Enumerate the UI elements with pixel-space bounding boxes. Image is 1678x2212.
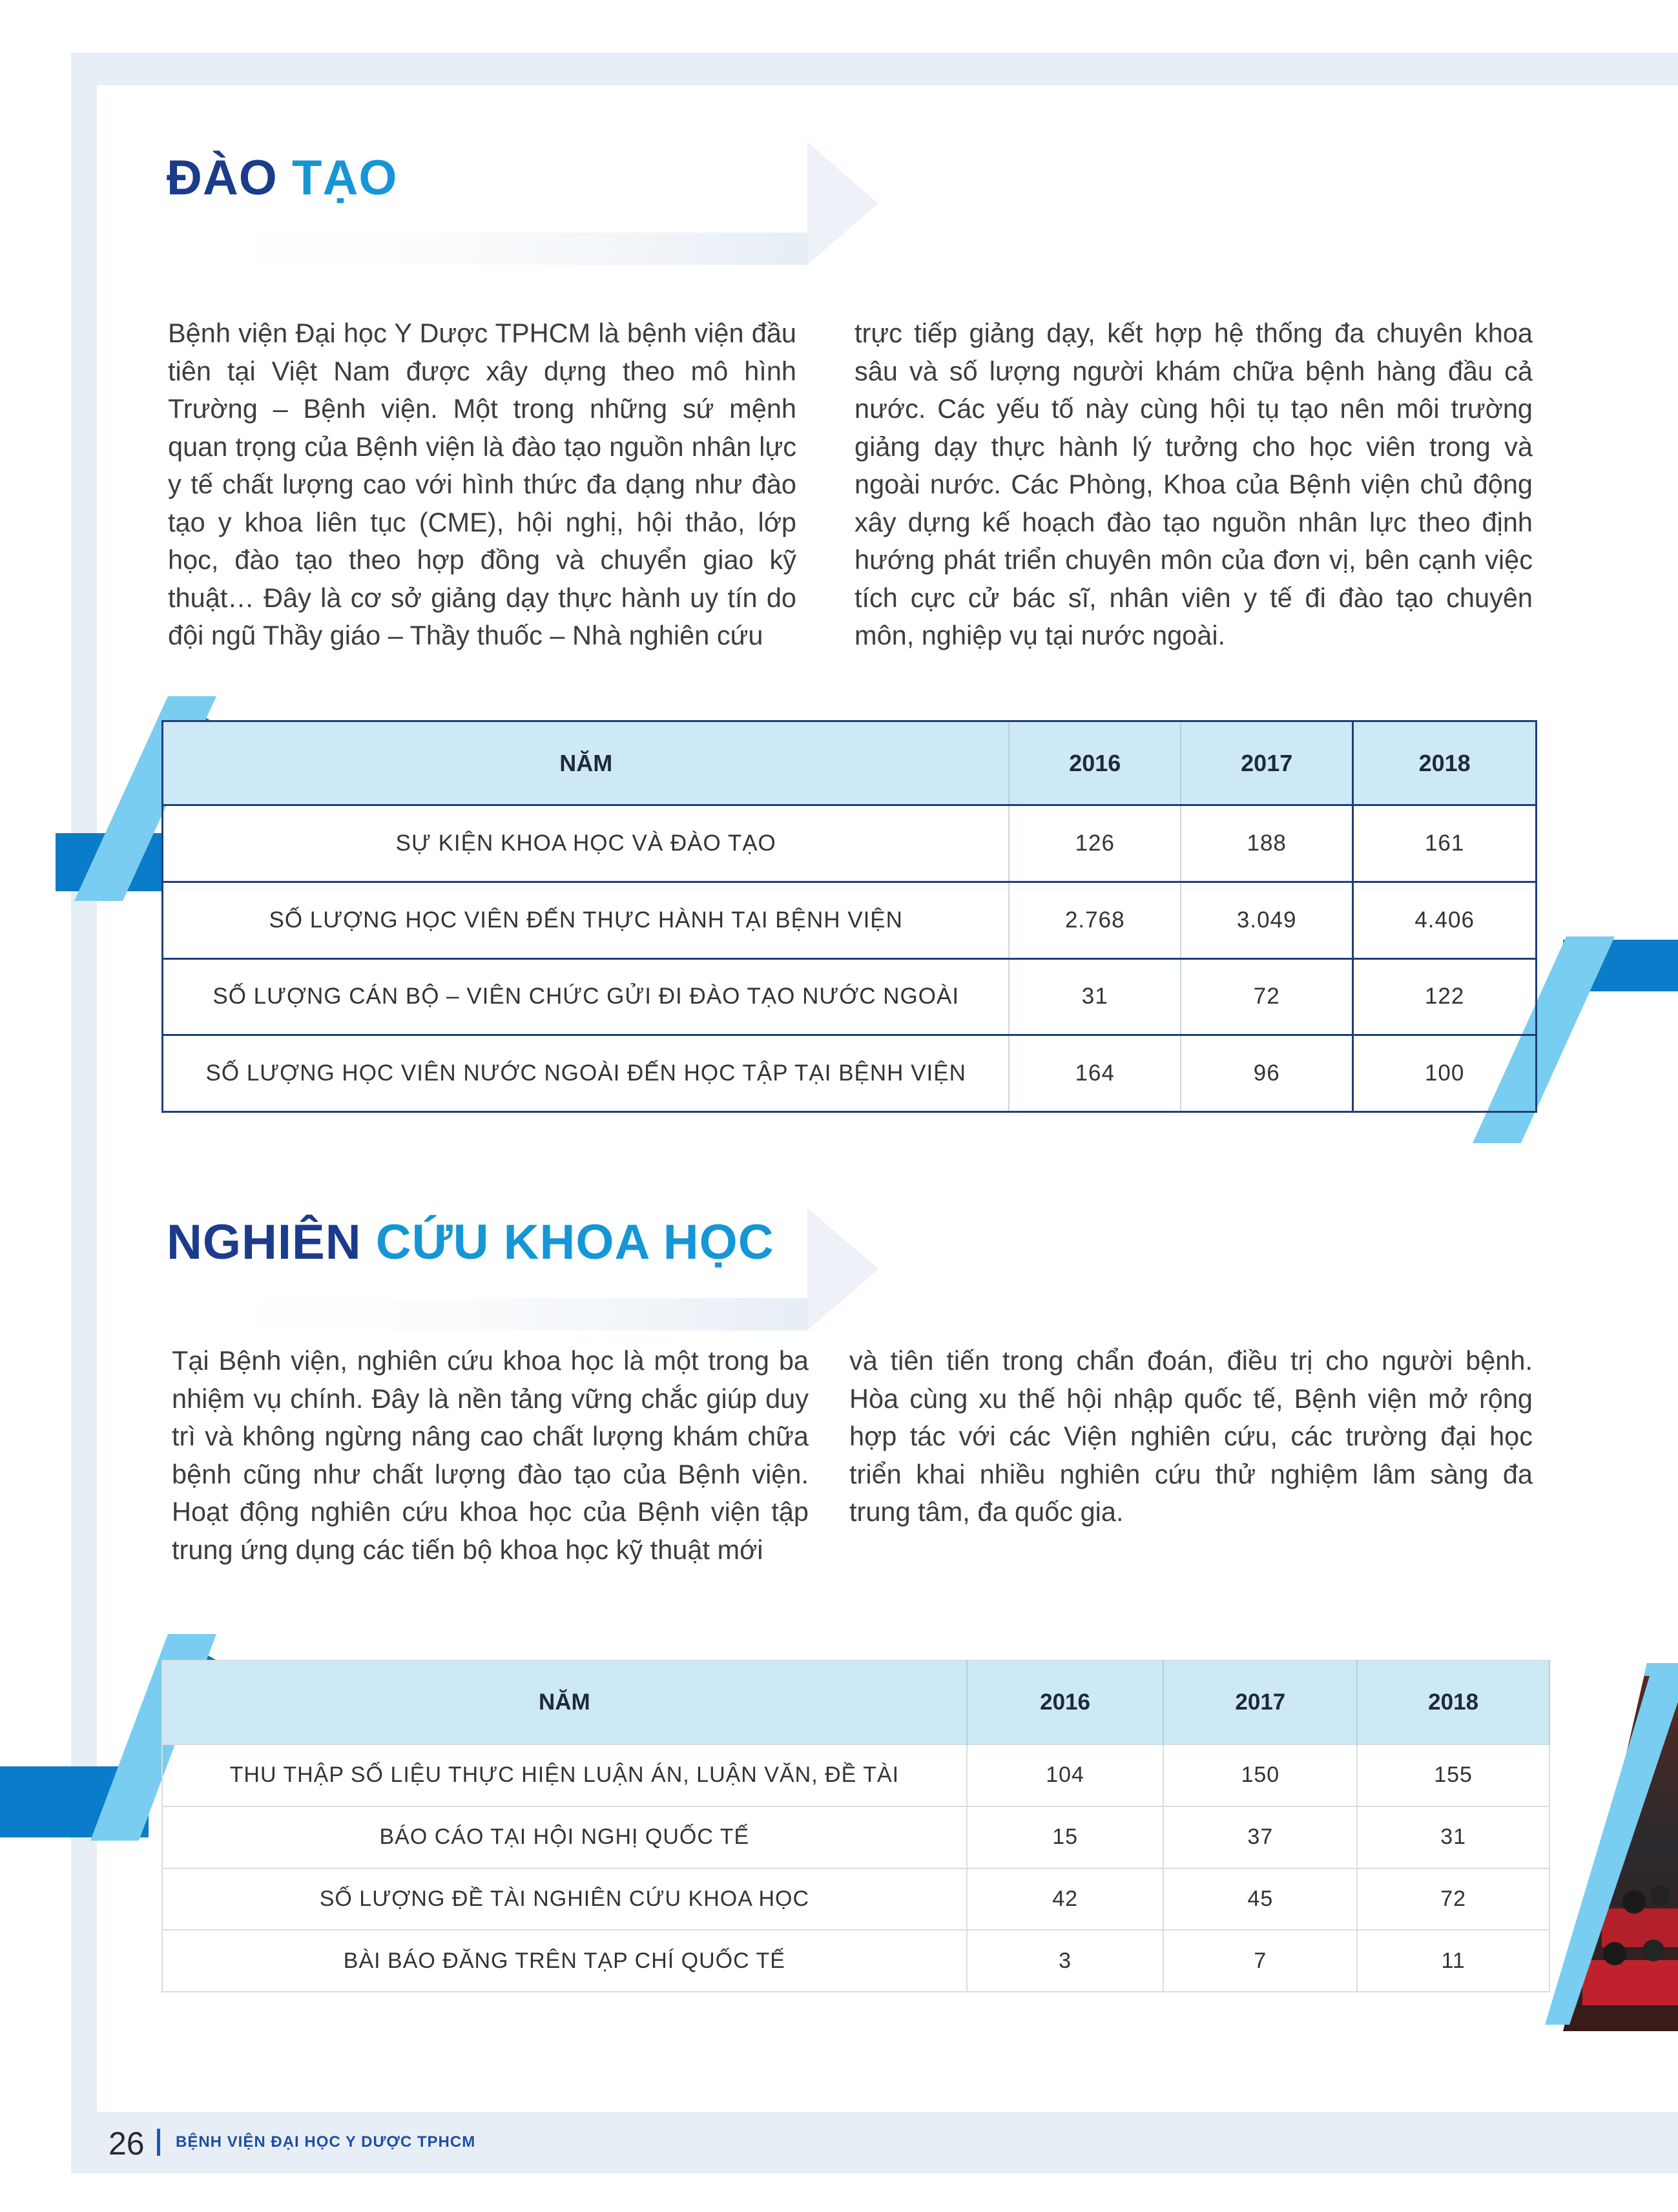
cell-value: 161 bbox=[1353, 805, 1537, 882]
table-header-year: NĂM bbox=[162, 1660, 967, 1744]
footer-divider bbox=[157, 2129, 160, 2156]
table-row bbox=[162, 1744, 1549, 1806]
cell-value: 15 bbox=[967, 1806, 1164, 1868]
table-row bbox=[162, 1806, 1549, 1868]
training-paragraph-col2: trực tiếp giảng dạy, kết hợp hệ thống đa chuyên khoa sâu và số lượng người khám chữa bệnh hàng đầu cả nước. Các yếu tố này cùng hội tụ tạo nên môi trường giảng dạy thực hành lý tưởng cho học viên trong và ngoài nước. Các Phòng, Khoa của Bệnh viện chủ động xây dựng kế hoạch đào tạo nguồn nhân lực theo định hướng phát triển chuyên môn của đơn vị, bên cạnh việc tích cực cử bác sĩ, nhân viên y tế đi đào tạo chuyên môn, nghiệp vụ tại nước ngoài. bbox=[855, 318, 1533, 650]
table-header-year: NĂM bbox=[163, 721, 1010, 805]
cell-value: 3.049 bbox=[1181, 882, 1353, 958]
publication-name: BỆNH VIỆN ĐẠI HỌC Y DƯỢC TPHCM bbox=[176, 2133, 476, 2151]
table-row bbox=[163, 1035, 1537, 1112]
table-header-2016: 2016 bbox=[967, 1660, 1164, 1744]
cell-value: 4.406 bbox=[1353, 882, 1537, 958]
title-word-1: NGHIÊN bbox=[167, 1215, 362, 1270]
table-header-2017: 2017 bbox=[1181, 721, 1353, 805]
cell-value: 37 bbox=[1163, 1806, 1357, 1868]
training-paragraph-col1: Bệnh viện Đại học Y Dược TPHCM là bệnh viện đầu tiên tại Việt Nam được xây dựng theo mô hình Trường – Bệnh viện. Một trong những sứ mệnh quan trọng của Bệnh viện là đào tạo nguồn nhân lực y tế chất lượng cao với hình thức đa dạng như đào tạo y khoa liên tục (CME), hội nghị, hội thảo, lớp học, đào tạo theo hợp đồng và chuyển giao kỹ thuật… Đây là cơ sở giảng dạy thực hành uy tín do đội ngũ Thầy giáo – Thầy thuốc – Nhà nghiên cứu bbox=[168, 318, 796, 650]
research-paragraph-col2: và tiên tiến trong chẩn đoán, điều trị cho người bệnh. Hòa cùng xu thế hội nhập quốc tế, Bệnh viện mở rộng hợp tác với các Viện nghiên cứu, các trường đại học triển khai nhiều nghiên cứu thử nghiệm lâm sàng đa trung tâm, đa quốc gia. bbox=[849, 1345, 1533, 1527]
cell-value: 126 bbox=[1009, 805, 1181, 882]
row-label: SỐ LƯỢNG ĐỀ TÀI NGHIÊN CỨU KHOA HỌC bbox=[162, 1868, 967, 1930]
cell-value: 72 bbox=[1357, 1868, 1549, 1930]
table-header-2017: 2017 bbox=[1163, 1660, 1357, 1744]
cell-value: 100 bbox=[1353, 1035, 1537, 1112]
table-row bbox=[163, 882, 1537, 958]
cell-value: 7 bbox=[1163, 1930, 1357, 1992]
section-title-research bbox=[167, 1214, 774, 1270]
table-row bbox=[163, 958, 1537, 1035]
cell-value: 42 bbox=[967, 1868, 1164, 1930]
title-word-2: TẠO bbox=[292, 150, 398, 205]
row-label: BÀI BÁO ĐĂNG TRÊN TẠP CHÍ QUỐC TẾ bbox=[162, 1930, 967, 1992]
research-table bbox=[161, 1660, 1550, 1992]
table-row bbox=[162, 1930, 1549, 1992]
table-header-2018: 2018 bbox=[1357, 1660, 1549, 1744]
cell-value: 31 bbox=[1357, 1806, 1549, 1868]
title-word-1: ĐÀO bbox=[167, 150, 278, 205]
row-label: SỰ KIỆN KHOA HỌC VÀ ĐÀO TẠO bbox=[163, 805, 1010, 882]
row-label: SỐ LƯỢNG HỌC VIÊN ĐẾN THỰC HÀNH TẠI BỆNH VIỆN bbox=[163, 882, 1010, 958]
section-title-training bbox=[167, 150, 397, 206]
cell-value: 155 bbox=[1357, 1744, 1549, 1806]
training-table bbox=[161, 720, 1537, 1113]
cell-value: 188 bbox=[1181, 805, 1353, 882]
cell-value: 164 bbox=[1009, 1035, 1181, 1112]
cell-value: 104 bbox=[967, 1744, 1164, 1806]
table-header-2018: 2018 bbox=[1353, 721, 1537, 805]
cell-value: 2.768 bbox=[1009, 882, 1181, 958]
cell-value: 150 bbox=[1163, 1744, 1357, 1806]
table-row bbox=[163, 805, 1537, 882]
cell-value: 72 bbox=[1181, 958, 1353, 1035]
page-number: 26 bbox=[109, 2125, 145, 2162]
row-label: BÁO CÁO TẠI HỘI NGHỊ QUỐC TẾ bbox=[162, 1806, 967, 1868]
page-frame-left bbox=[71, 53, 97, 2173]
row-label: SỐ LƯỢNG CÁN BỘ – VIÊN CHỨC GỬI ĐI ĐÀO TẠO NƯỚC NGOÀI bbox=[163, 958, 1010, 1035]
ribbon-photo-border bbox=[1531, 1663, 1678, 2025]
cell-value: 11 bbox=[1357, 1930, 1549, 1992]
page-frame-top bbox=[71, 53, 1678, 85]
cell-value: 96 bbox=[1181, 1035, 1353, 1112]
cell-value: 45 bbox=[1163, 1868, 1357, 1930]
row-label: SỐ LƯỢNG HỌC VIÊN NƯỚC NGOÀI ĐẾN HỌC TẬP TẠI BỆNH VIỆN bbox=[163, 1035, 1010, 1112]
row-label: THU THẬP SỐ LIỆU THỰC HIỆN LUẬN ÁN, LUẬN VĂN, ĐỀ TÀI bbox=[162, 1744, 967, 1806]
cell-value: 122 bbox=[1353, 958, 1537, 1035]
cell-value: 3 bbox=[967, 1930, 1164, 1992]
table-header-2016: 2016 bbox=[1009, 721, 1181, 805]
cell-value: 31 bbox=[1009, 958, 1181, 1035]
research-paragraph-col1: Tại Bệnh viện, nghiên cứu khoa học là một trong ba nhiệm vụ chính. Đây là nền tảng vững chắc giúp duy trì và không ngừng nâng cao chất lượng khám chữa bệnh cũng như chất lượng đào tạo của Bệnh viện. Hoạt động nghiên cứu khoa học của Bệnh viện tập trung ứng dụng các tiến bộ khoa học kỹ thuật mới bbox=[172, 1345, 809, 1565]
title-word-2: CỨU KHOA HỌC bbox=[375, 1215, 774, 1270]
table-row bbox=[162, 1868, 1549, 1930]
